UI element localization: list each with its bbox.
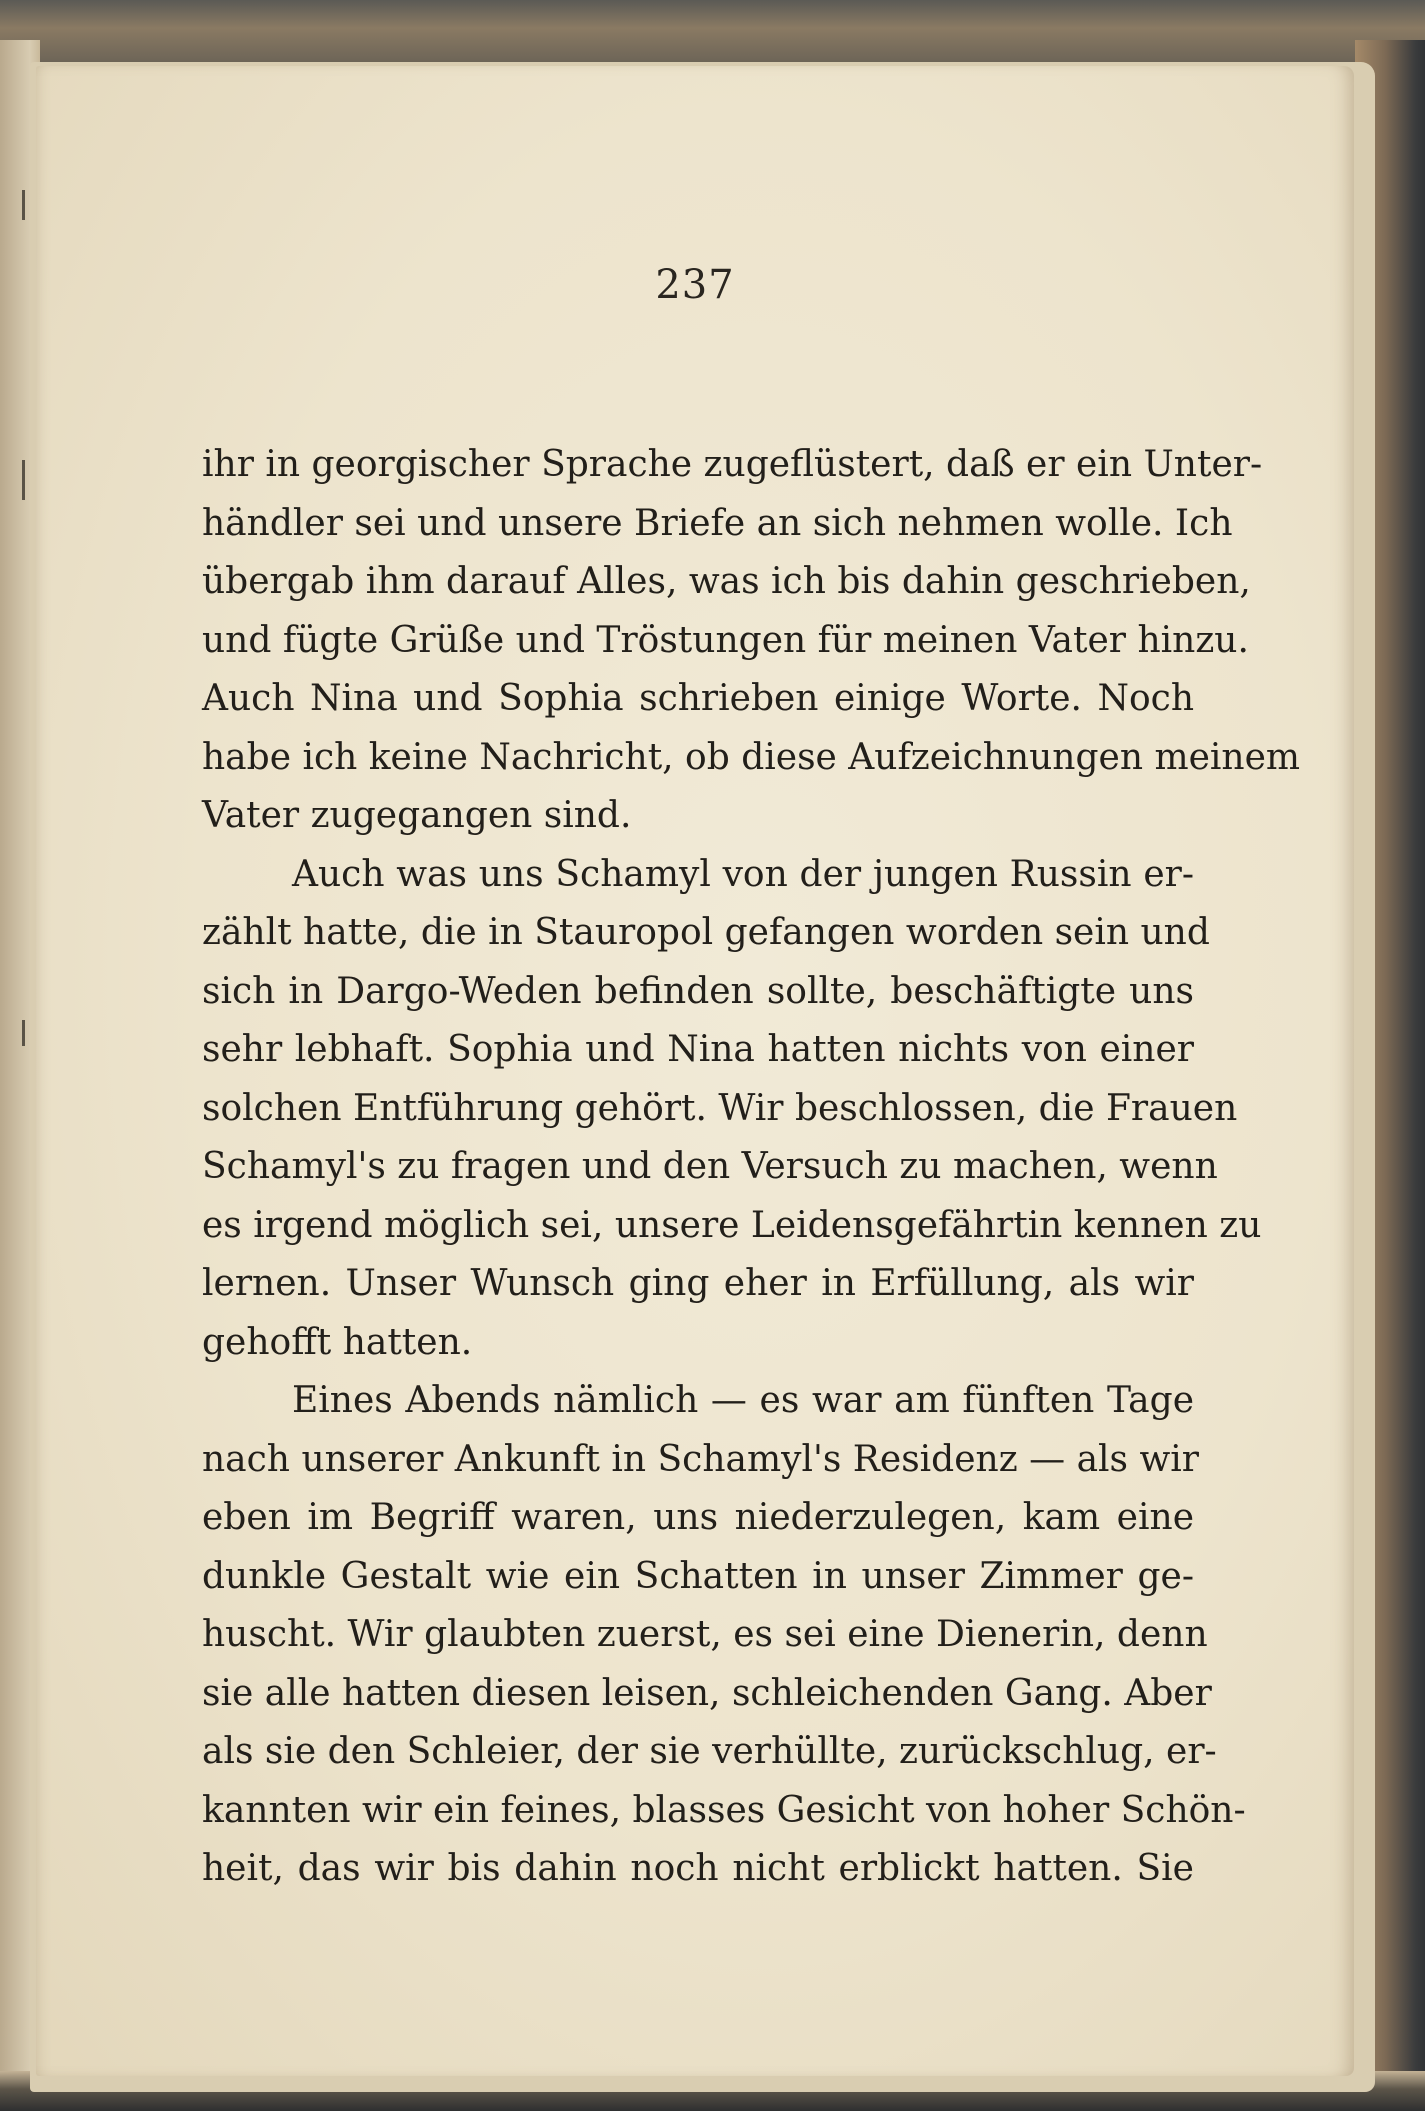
text-line: sich in Dargo-Weden befinden sollte, beschäftigte uns <box>202 970 1194 1012</box>
text-line: nach unserer Ankunft in Schamyl's Residenz — als wir <box>202 1438 1199 1480</box>
text-line: übergab ihm darauf Alles, was ich bis dahin geschrieben, <box>202 561 1251 602</box>
text-line: huscht. Wir glaubten zuerst, es sei eine Dienerin, denn <box>202 1614 1208 1655</box>
text-line: händler sei und unsere Briefe an sich nehmen wolle. Ich <box>202 502 1233 544</box>
text-line: Auch Nina und Sophia schrieben einige Worte. Noch <box>202 678 1194 719</box>
text-line: und fügte Grüße und Tröstungen für meinen Vater hinzu. <box>202 619 1249 661</box>
text-line: gehofft hatten. <box>202 1321 473 1363</box>
text-line: ihr in georgischer Sprache zugeflüstert, daß er ein Unter- <box>202 444 1263 485</box>
text-line: dunkle Gestalt wie ein Schatten in unser Zimmer ge- <box>202 1555 1194 1597</box>
text-line: kannten wir ein feines, blasses Gesicht von hoher Schön- <box>202 1789 1246 1831</box>
margin-mark <box>22 460 25 500</box>
text-line: als sie den Schleier, der sie verhüllte, zurückschlug, er- <box>202 1731 1217 1772</box>
text-line: Schamyl's zu fragen und den Versuch zu machen, wenn <box>202 1146 1218 1187</box>
book-page <box>36 66 1354 2076</box>
text-line: lernen. Unser Wunsch ging eher in Erfüllung, als wir <box>202 1263 1194 1304</box>
page-number: 237 <box>655 262 735 308</box>
text-line: solchen Entführung gehört. Wir beschlossen, die Frauen <box>202 1087 1238 1129</box>
text-line: Eines Abends nämlich — es war am fünften Tage <box>292 1380 1194 1421</box>
body-text <box>202 436 1301 1899</box>
text-line: heit, das wir bis dahin noch nicht erblickt hatten. Sie <box>202 1848 1194 1889</box>
margin-mark <box>22 1020 25 1046</box>
text-line: Vater zugegangen sind. <box>202 795 632 836</box>
text-line: habe ich keine Nachricht, ob diese Aufzeichnungen meinem <box>202 736 1301 778</box>
text-line: sehr lebhaft. Sophia und Nina hatten nichts von einer <box>202 1029 1194 1070</box>
text-line: sie alle hatten diesen leisen, schleichenden Gang. Aber <box>202 1672 1212 1714</box>
text-line: Auch was uns Schamyl von der jungen Russin er- <box>292 853 1194 895</box>
text-line: zählt hatte, die in Stauropol gefangen worden sein und <box>202 912 1210 953</box>
margin-mark <box>22 190 25 220</box>
text-line: es irgend möglich sei, unsere Leidensgefährtin kennen zu <box>202 1204 1262 1246</box>
text-line: eben im Begriff waren, uns niederzulegen, kam eine <box>202 1497 1194 1538</box>
